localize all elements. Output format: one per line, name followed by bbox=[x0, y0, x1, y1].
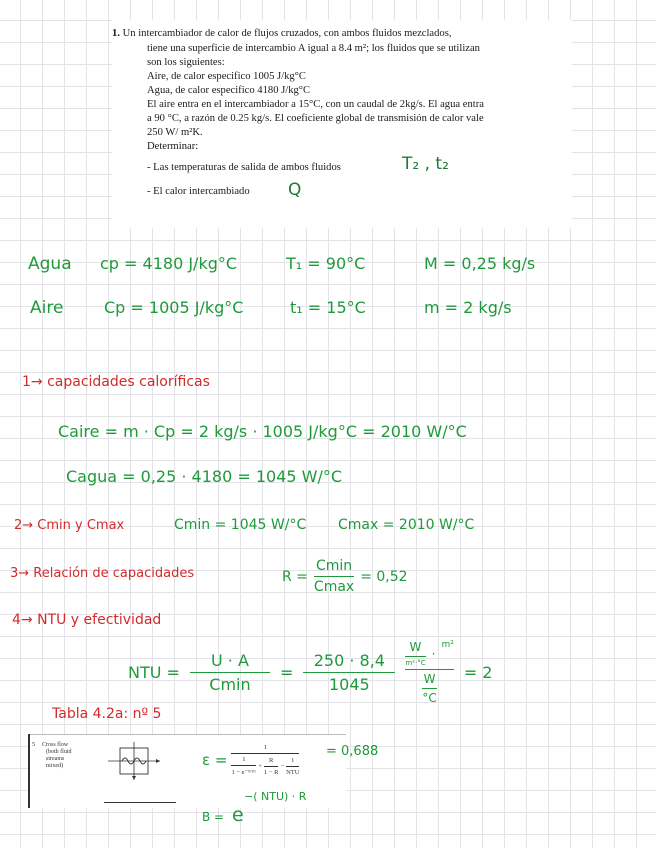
problem-line-8: 250 W/ m²K. bbox=[147, 127, 203, 138]
ntu-fraction-units: $\frac{W}{\text{m²·°C}}$ · m² $\frac{W}{^\circ C}$ bbox=[405, 640, 454, 705]
agua-temp-in: T₁ = 90°C bbox=[286, 254, 366, 273]
aire-temp-in: t₁ = 15°C bbox=[290, 298, 366, 317]
aire-label: Aire bbox=[30, 298, 64, 318]
handwritten-q: Q bbox=[288, 180, 302, 200]
problem-line-1: 1. Un intercambiador de calor de flujos cruzados, con ambos fluidos mezclados, bbox=[112, 28, 452, 39]
crossflow-diagram-icon bbox=[106, 740, 162, 784]
ratio-expression: R = $\frac{Cmin}{Cmax}$ = 0,52 bbox=[282, 558, 408, 595]
step4-heading: 4→ NTU y efectividad bbox=[12, 612, 162, 628]
problem-number: 1. bbox=[112, 28, 120, 39]
b-base: e bbox=[232, 804, 244, 826]
ratio-fraction: $\frac{Cmin}{Cmax}$ bbox=[313, 558, 355, 595]
c-agua-equation: Cagua = 0,25 · 4180 = 1045 W/°C bbox=[66, 467, 343, 486]
step2-heading: 2→ Cmin y Cmax bbox=[14, 518, 125, 533]
table-row-number: 5 bbox=[32, 742, 35, 748]
bullet-heat-exchanged: - El calor intercambiado bbox=[147, 186, 250, 197]
agua-label: Agua bbox=[28, 254, 72, 274]
aire-mass-flow: m = 2 kg/s bbox=[424, 298, 512, 317]
step1-heading: 1→ capacidades caloríficas bbox=[22, 374, 210, 390]
agua-cp: cp = 4180 J/kg°C bbox=[100, 254, 238, 273]
b-lhs: B = bbox=[202, 810, 225, 824]
bullet-outlet-temps: - Las temperaturas de salida de ambos fluidos bbox=[147, 162, 341, 173]
agua-mass-flow: M = 0,25 kg/s bbox=[424, 254, 536, 273]
effectiveness-formula: ε = 1 $\frac{1}{\text{1 − e⁻ᴺᵀᵁ}}$ + $\frac{R}{1 - R}$ − $\frac{1}{\text{NTU}}$ bbox=[202, 744, 300, 776]
problem-line-3: son los siguientes: bbox=[147, 57, 225, 68]
problem-line-4: Aire, de calor especifico 1005 J/kg°C bbox=[147, 71, 306, 82]
cmin-value: Cmin = 1045 W/°C bbox=[174, 517, 307, 533]
step3-heading: 3→ Relación de capacidades bbox=[10, 566, 195, 581]
c-aire-equation: Caire = m · Cp = 2 kg/s · 1005 J/kg°C = 2010 W/°C bbox=[58, 422, 467, 441]
table-row-description: Cross flow (both fluid streams mixed) bbox=[42, 742, 72, 769]
effectiveness-value: = 0,688 bbox=[326, 744, 379, 759]
problem-line-6: El aire entra en el intercambiador a 15°C, con un caudal de 2kg/s. El agua entra bbox=[147, 99, 484, 110]
problem-line-2: tiene una superficie de intercambio A igual a 8.4 m²; los fluidos que se utilizan bbox=[147, 43, 480, 54]
problem-line-5: Agua, de calor especifico 4180 J/kg°C bbox=[147, 85, 311, 96]
problem-line-7: a 90 °C, a razón de 0.25 kg/s. El coeficiente global de transmisión de calor vale bbox=[147, 113, 484, 124]
ntu-fraction-values: $\frac{250 \cdot 8,4}{1045}$ bbox=[303, 651, 395, 694]
problem-statement bbox=[112, 20, 572, 228]
aire-cp: Cp = 1005 J/kg°C bbox=[104, 298, 244, 317]
cmax-value: Cmax = 2010 W/°C bbox=[338, 517, 475, 533]
ntu-fraction-ua: $\frac{U \cdot A}{Cmin}$ bbox=[190, 651, 270, 694]
tabla-reference: Tabla 4.2a: nº 5 bbox=[52, 706, 162, 722]
problem-line-9: Determinar: bbox=[147, 141, 199, 152]
b-exponent: −( NTU) · R bbox=[244, 790, 307, 803]
handwritten-t2: T₂ , t₂ bbox=[402, 154, 449, 174]
ntu-expression: NTU = $\frac{U \cdot A}{Cmin}$ = $\frac{250 \cdot 8,4}{1045}$ $\frac{W}{\text{m²·°C}}$ · m² $\frac{W}{^\circ C}$ = 2 bbox=[128, 640, 493, 705]
